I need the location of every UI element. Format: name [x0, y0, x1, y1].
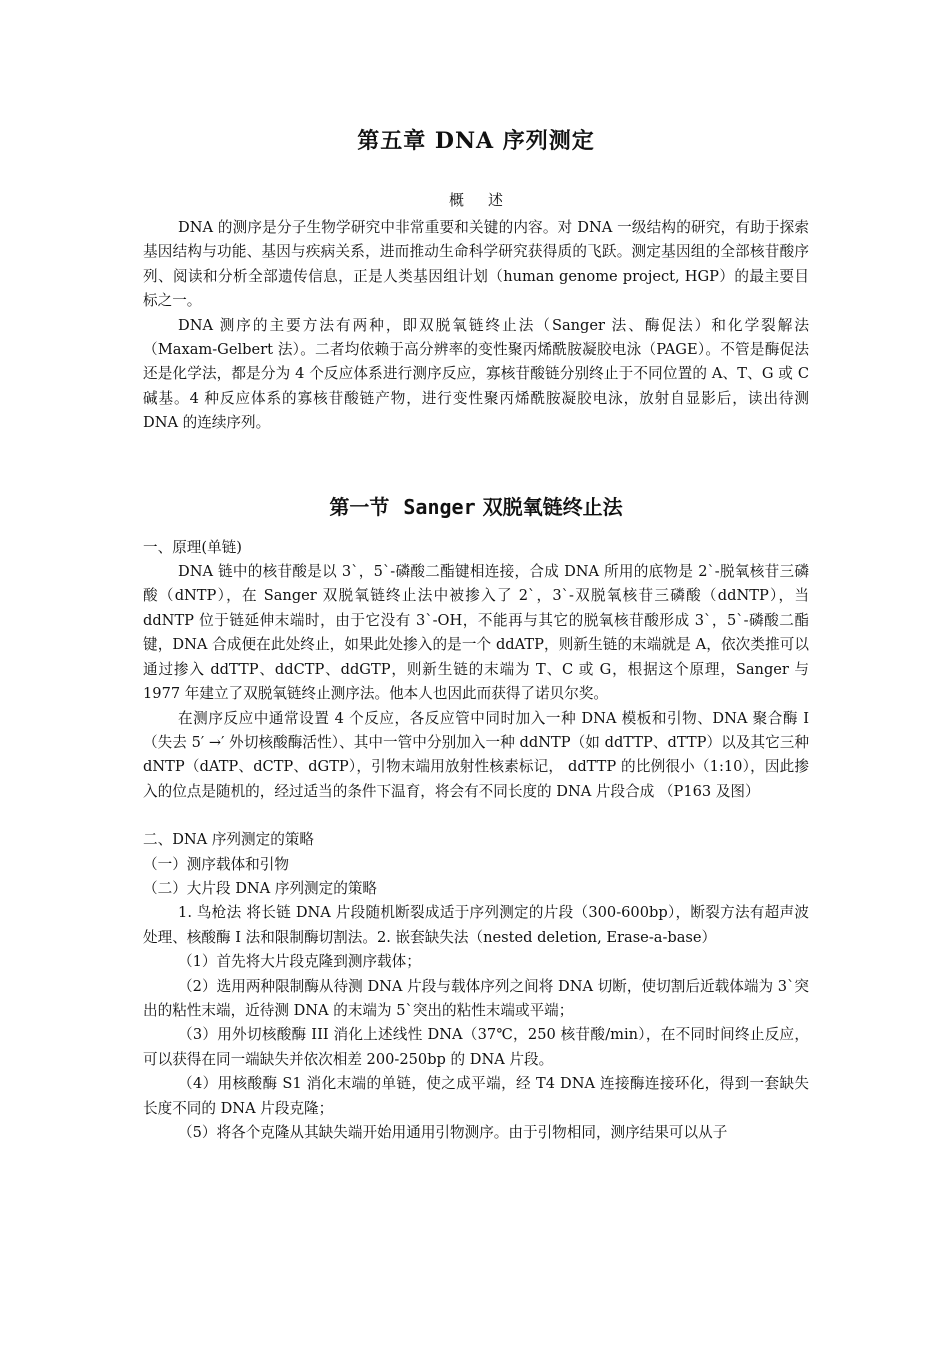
section-2-step-2: （2）选用两种限制酶从待测 DNA 片段与载体序列之间将 DNA 切断，使切割后近载体端为 3`突出的粘性末端，近待测 DNA 的末端为 5`突出的粘性末端或平端；: [143, 977, 809, 1019]
section-1-title-word: Sanger: [403, 494, 476, 519]
section-2-subheading-1: （一）测序载体和引物: [143, 855, 289, 873]
section-1-subheading: 一、原理(单链): [143, 538, 242, 556]
section-2-step-1: （1）首先将大片段克隆到测序载体；: [178, 953, 421, 971]
overview-paragraph-2: DNA 测序的主要方法有两种，即双脱氧链终止法（Sanger 法、酶促法）和化学裂解法（Maxam-Gelbert 法）。二者均依赖于高分辨率的变性聚丙烯酰胺凝胶电泳（PAGE）。不管是酶促法还是化学法，都是分为 4 个反应体系进行测序反应，寡核苷酸链分别终止于不同位置的 A、T、G 或 C 碱基。4 种反应体系的寡核苷酸链产物，进行变性聚丙烯酰胺凝胶电泳，放射自显影后，读出待测 DNA 的连续序列。: [143, 316, 809, 432]
overview-heading: 概述: [448, 191, 527, 209]
page-content: [143, 124, 809, 1145]
section-1-title-suffix: 双脱氧链终止法: [482, 494, 623, 519]
chapter-title: 第五章 DNA 序列测定: [357, 128, 595, 154]
section-2-subheading-2: （二）大片段 DNA 序列测定的策略: [143, 879, 378, 897]
spacer: [143, 804, 809, 828]
section-1-title: [143, 492, 809, 522]
section-2-paragraph-1: 1. 鸟枪法 将长链 DNA 片段随机断裂成适于序列测定的片段（300-600bp），断裂方法有超声波处理、核酸酶 I 法和限制酶切割法。2. 嵌套缺失法（nested deletion, Erase-a-base）: [143, 904, 809, 946]
section-2-heading: 二、DNA 序列测定的策略: [143, 831, 314, 849]
overview-paragraph-1: DNA 的测序是分子生物学研究中非常重要和关键的内容。对 DNA 一级结构的研究，有助于探索基因结构与功能、基因与疾病关系，进而推动生命科学研究获得质的飞跃。测定基因组的全部核苷酸序列、阅读和分析全部遗传信息，正是人类基因组计划（human genome project, HGP）的最主要目标之一。: [143, 219, 809, 310]
section-2-step-5: （5）将各个克隆从其缺失端开始用通用引物测序。由于引物相同，测序结果可以从子: [178, 1124, 728, 1141]
section-1-paragraph-2: 在测序反应中通常设置 4 个反应，各反应管中同时加入一种 DNA 模板和引物、DNA 聚合酶 I（失去 5′ →′ 外切核酸酶活性）、其中一管中分别加入一种 ddNTP（如 ddTTP、dTTP）以及其它三种 dNTP（dATP、dCTP、dGTP），引物末端用放射性核素标记， ddTTP 的比例很小（1:10），因此掺入的位点是随机的，经过适当的条件下温育，将会有不同长度的 DNA 片段合成 （P163 及图）: [143, 709, 809, 800]
section-1-title-prefix: 第一节: [329, 494, 390, 519]
section-2-step-4: （4）用核酸酶 S1 消化末端的单链，使之成平端，经 T4 DNA 连接酶连接环化，得到一套缺失长度不同的 DNA 片段克隆；: [143, 1075, 809, 1117]
section-1-paragraph-1: DNA 链中的核苷酸是以 3`，5`-磷酸二酯键相连接，合成 DNA 所用的底物是 2`-脱氧核苷三磷酸（dNTP），在 Sanger 双脱氧链终止法中被掺入了 2`，3`-双脱氧核苷三磷酸（ddNTP），当 ddNTP 位于链延伸末端时，由于它没有 3`-OH，不能再与其它的脱氧核苷酸形成 3`，5`-磷酸二酯键，DNA 合成便在此处终止，如果此处掺入的是一个 ddATP，则新生链的末端就是 A，依次类推可以通过掺入 ddTTP、ddCTP、ddGTP，则新生链的末端为 T、C 或 G，根据这个原理，Sanger 与 1977 年建立了双脱氧链终止测序法。他本人也因此而获得了诺贝尔奖。: [143, 563, 809, 703]
section-2-step-3: （3）用外切核酸酶 III 消化上述线性 DNA（37℃，250 核苷酸/min），在不同时间终止反应，可以获得在同一端缺失并依次相差 200-250bp 的 DNA 片段。: [143, 1026, 809, 1068]
